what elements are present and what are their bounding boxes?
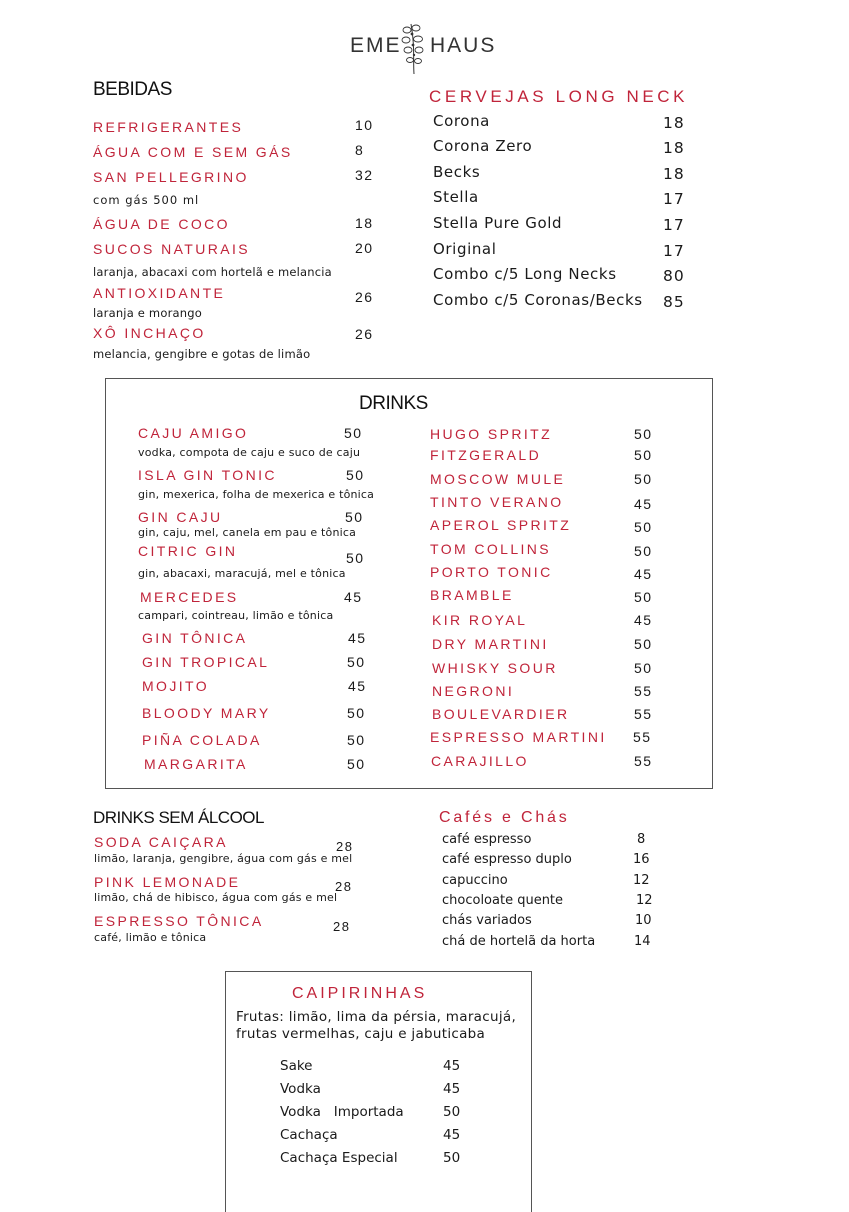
sem-alcool-title: DRINKS SEM ÁLCOOL xyxy=(93,808,264,827)
drink-name: MOJITO xyxy=(142,678,210,694)
beer-price: 18 xyxy=(663,139,685,157)
item-price: 26 xyxy=(355,289,374,305)
drink-name: MOSCOW MULE xyxy=(430,471,566,487)
drink-price: 50 xyxy=(347,756,366,772)
beer-name: Corona xyxy=(433,112,490,130)
drinks-title: DRINKS xyxy=(359,393,428,414)
drink-name: TINTO VERANO xyxy=(430,494,564,510)
beer-name: Combo c/5 Long Necks xyxy=(433,265,617,283)
item-desc: com gás 500 ml xyxy=(93,193,200,207)
item-desc: melancia, gengibre e gotas de limão xyxy=(93,347,311,361)
item-name: SODA CAIÇARA xyxy=(94,834,228,850)
cervejas-title: CERVEJAS LONG NECK xyxy=(429,87,689,106)
item-name: ÁGUA DE COCO xyxy=(93,216,230,232)
cafe-name: café espresso duplo xyxy=(442,852,572,867)
item-desc: laranja e morango xyxy=(93,306,202,320)
drink-price: 50 xyxy=(634,543,653,559)
drink-price: 45 xyxy=(348,630,367,646)
caip-name: Sake xyxy=(280,1058,313,1074)
drink-price: 50 xyxy=(347,654,366,670)
cafe-price: 14 xyxy=(634,934,651,949)
beer-name: Combo c/5 Coronas/Becks xyxy=(433,291,643,309)
drink-name: HUGO SPRITZ xyxy=(430,426,553,442)
cafe-price: 12 xyxy=(636,893,653,908)
item-name: SAN PELLEGRINO xyxy=(93,169,249,185)
caipirinhas-frutas-line2: frutas vermelhas, caju e jabuticaba xyxy=(236,1026,486,1042)
drink-name: PIÑA COLADA xyxy=(142,732,262,748)
item-price: 28 xyxy=(333,919,351,934)
drink-price: 50 xyxy=(344,425,363,441)
beer-price: 18 xyxy=(663,114,685,132)
beer-name: Corona Zero xyxy=(433,137,533,155)
drink-name: CAJU AMIGO xyxy=(138,425,249,441)
drink-name: BRAMBLE xyxy=(430,587,514,603)
item-name: ÁGUA COM E SEM GÁS xyxy=(93,144,293,160)
drink-price: 50 xyxy=(346,467,365,483)
drink-name: GIN TROPICAL xyxy=(142,654,270,670)
drink-name: GIN CAJU xyxy=(138,509,223,525)
item-price: 28 xyxy=(336,839,354,854)
drink-name: APEROL SPRITZ xyxy=(430,517,572,533)
caip-name: Cachaça Especial xyxy=(280,1150,398,1166)
cafe-name: chocoloate quente xyxy=(442,893,564,908)
caip-price: 50 xyxy=(443,1104,461,1120)
caip-price: 50 xyxy=(443,1150,461,1166)
caipirinhas-frutas-line1: Frutas: limão, lima da pérsia, maracujá, xyxy=(236,1009,517,1025)
beer-price: 18 xyxy=(663,165,685,183)
bebidas-title: BEBIDAS xyxy=(93,79,172,100)
item-price: 26 xyxy=(355,326,374,342)
cafe-name: chás variados xyxy=(442,913,532,928)
drink-desc: vodka, compota de caju e suco de caju xyxy=(138,446,361,459)
cafe-name: chá de hortelã da horta xyxy=(442,934,596,949)
beer-price: 17 xyxy=(663,216,685,234)
drink-name: WHISKY SOUR xyxy=(432,660,558,676)
floral-sprig-icon xyxy=(397,20,431,76)
drink-price: 50 xyxy=(634,519,653,535)
item-name: SUCOS NATURAIS xyxy=(93,241,251,257)
item-name: XÔ INCHAÇO xyxy=(93,325,206,341)
item-price: 20 xyxy=(355,240,374,256)
drink-price: 50 xyxy=(634,447,653,463)
drink-name: ESPRESSO MARTINI xyxy=(430,729,607,745)
beer-price: 17 xyxy=(663,242,685,260)
drink-price: 50 xyxy=(634,589,653,605)
drink-name: NEGRONI xyxy=(432,683,515,699)
logo-text-right: HAUS xyxy=(430,34,497,57)
item-name: ESPRESSO TÔNICA xyxy=(94,913,264,929)
drink-name: FITZGERALD xyxy=(430,447,542,463)
caip-price: 45 xyxy=(443,1081,461,1097)
caip-name: Cachaça xyxy=(280,1127,338,1143)
drink-desc: campari, cointreau, limão e tônica xyxy=(138,609,334,622)
drink-name: CITRIC GIN xyxy=(138,543,238,559)
beer-price: 17 xyxy=(663,190,685,208)
logo xyxy=(348,20,508,76)
drink-desc: gin, abacaxi, maracujá, mel e tônica xyxy=(138,567,346,580)
drink-name: GIN TÔNICA xyxy=(142,630,248,646)
item-desc: limão, chá de hibisco, água com gás e mel xyxy=(94,891,338,904)
item-price: 8 xyxy=(355,142,365,158)
caip-price: 45 xyxy=(443,1058,461,1074)
cafe-price: 10 xyxy=(635,913,652,928)
drink-name: ISLA GIN TONIC xyxy=(138,467,277,483)
drink-desc: gin, mexerica, folha de mexerica e tônica xyxy=(138,488,375,501)
drink-price: 50 xyxy=(634,471,653,487)
cafes-title: Cafés e Chás xyxy=(439,809,570,826)
item-price: 32 xyxy=(355,167,374,183)
drink-name: MERCEDES xyxy=(140,589,239,605)
drink-price: 50 xyxy=(346,550,365,566)
caipirinhas-title: CAIPIRINHAS xyxy=(292,985,428,1002)
drink-desc: gin, caju, mel, canela em pau e tônica xyxy=(138,526,357,539)
drink-price: 50 xyxy=(345,509,364,525)
drink-name: MARGARITA xyxy=(144,756,248,772)
drink-price: 45 xyxy=(634,566,653,582)
item-desc: limão, laranja, gengibre, água com gás e mel xyxy=(94,852,353,865)
drink-price: 55 xyxy=(633,729,652,745)
beer-price: 80 xyxy=(663,267,685,285)
beer-name: Stella xyxy=(433,188,479,206)
drink-price: 50 xyxy=(634,636,653,652)
drink-price: 55 xyxy=(634,683,653,699)
drink-price: 45 xyxy=(634,496,653,512)
beer-name: Stella Pure Gold xyxy=(433,214,563,232)
caip-name: Vodka xyxy=(280,1081,321,1097)
cafe-price: 8 xyxy=(637,832,646,847)
item-name: REFRIGERANTES xyxy=(93,119,244,135)
drink-name: BOULEVARDIER xyxy=(432,706,570,722)
drink-price: 55 xyxy=(634,753,653,769)
cafe-name: café espresso xyxy=(442,832,532,847)
item-price: 10 xyxy=(355,117,374,133)
drink-price: 55 xyxy=(634,706,653,722)
drink-price: 45 xyxy=(634,612,653,628)
item-desc: laranja, abacaxi com hortelã e melancia xyxy=(93,265,332,279)
drink-name: TOM COLLINS xyxy=(430,541,552,557)
item-desc: café, limão e tônica xyxy=(94,931,207,944)
drink-price: 50 xyxy=(347,732,366,748)
cafe-name: capuccino xyxy=(442,873,508,888)
caip-price: 45 xyxy=(443,1127,461,1143)
beer-name: Original xyxy=(433,240,497,258)
cafe-price: 12 xyxy=(633,873,650,888)
drink-name: KIR ROYAL xyxy=(432,612,528,628)
beer-price: 85 xyxy=(663,293,685,311)
item-price: 28 xyxy=(335,879,353,894)
beer-name: Becks xyxy=(433,163,481,181)
caip-name: Vodka Importada xyxy=(280,1104,404,1120)
drink-price: 45 xyxy=(348,678,367,694)
caipirinhas-box xyxy=(225,971,532,1212)
drink-name: CARAJILLO xyxy=(431,753,529,769)
drink-price: 50 xyxy=(634,426,653,442)
logo-text-left: EME xyxy=(350,34,402,57)
drink-price: 50 xyxy=(347,705,366,721)
drink-name: DRY MARTINI xyxy=(432,636,549,652)
drink-price: 50 xyxy=(634,660,653,676)
drink-name: PORTO TONIC xyxy=(430,564,553,580)
cafe-price: 16 xyxy=(633,852,650,867)
drink-price: 45 xyxy=(344,589,363,605)
item-name: ANTIOXIDANTE xyxy=(93,285,226,301)
drink-name: BLOODY MARY xyxy=(142,705,271,721)
item-price: 18 xyxy=(355,215,374,231)
item-name: PINK LEMONADE xyxy=(94,874,241,890)
